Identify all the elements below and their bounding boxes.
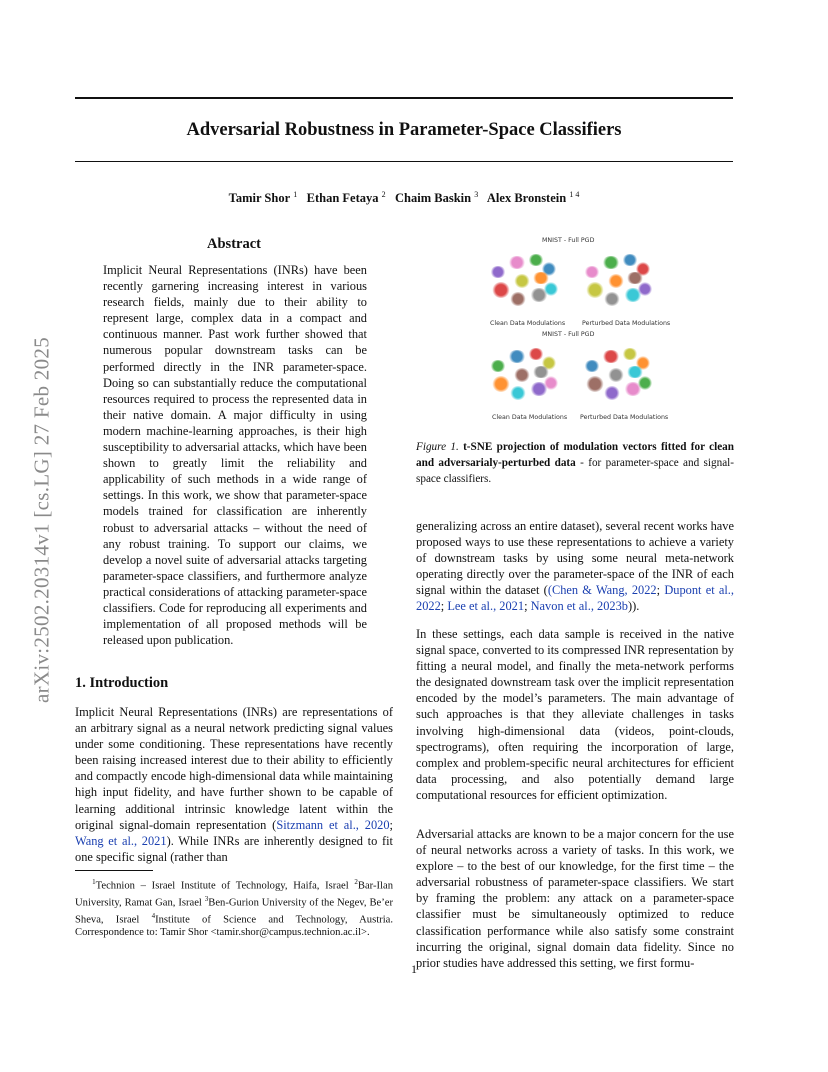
caption-bold: t-SNE projection of modulation vectors fitted for clean and adversarialy-perturbed data xyxy=(416,441,735,469)
figure-sublabel: Perturbed Data Modulations xyxy=(582,320,671,327)
figure-sublabel: Clean Data Modulations xyxy=(490,320,566,327)
citation-separator: ; xyxy=(440,599,448,614)
tsne-cluster xyxy=(528,254,544,266)
tsne-cluster xyxy=(492,282,510,298)
tsne-cluster xyxy=(586,282,604,298)
citation-separator: ; xyxy=(656,583,665,598)
footnote-marker: 3 xyxy=(204,894,209,903)
top-rule-thick xyxy=(75,97,733,99)
tsne-cluster xyxy=(508,350,526,363)
figure-sublabel: Clean Data Modulations xyxy=(492,414,568,421)
right-column-paragraph xyxy=(416,518,734,615)
tsne-cluster xyxy=(510,292,526,306)
author-name: Ethan Fetaya xyxy=(306,191,379,206)
figure-label: Figure 1. xyxy=(416,441,459,453)
footnote-marker: 1 xyxy=(92,878,96,886)
tsne-cluster xyxy=(586,376,604,392)
citation-separator: ; xyxy=(389,817,393,832)
author-list xyxy=(75,190,733,206)
tsne-cluster xyxy=(638,282,652,296)
author-affiliation: 1 xyxy=(293,190,298,199)
abstract-heading: Abstract xyxy=(207,236,261,252)
author-name: Chaim Baskin xyxy=(395,191,472,206)
citation-link[interactable]: (Chen & Wang, 2022 xyxy=(547,583,657,598)
tsne-cluster xyxy=(608,274,624,288)
introduction-paragraph xyxy=(75,704,393,865)
tsne-cluster xyxy=(508,256,526,269)
paragraph-text: )). xyxy=(628,599,640,614)
citation-link[interactable]: Wang et al., 2021 xyxy=(75,833,167,848)
title-rule-bottom xyxy=(75,161,733,162)
page-number: 1 xyxy=(411,962,417,976)
tsne-cluster xyxy=(510,386,526,400)
tsne-cluster xyxy=(490,360,506,372)
author-affiliation: 3 xyxy=(474,190,479,199)
intro-text: ). While INRs are inherently designed to fit one specific signal (rather than xyxy=(75,833,393,864)
tsne-figure xyxy=(470,234,690,426)
footnote-marker: 2 xyxy=(354,878,358,886)
arxiv-stamp: arXiv:2502.20314v1 [cs.LG] 27 Feb 2025 xyxy=(29,336,54,704)
figure-panel-title: MNIST - Full PGD xyxy=(542,237,595,244)
tsne-cluster xyxy=(604,386,620,400)
tsne-cluster xyxy=(490,266,506,278)
author-affiliation: 1 4 xyxy=(569,190,580,199)
footnote-text: Technion – Israel Institute of Technology, Haifa, Israel xyxy=(95,880,355,892)
affiliations-footnote xyxy=(75,876,393,939)
tsne-cluster xyxy=(602,350,620,363)
tsne-cluster xyxy=(514,368,530,382)
tsne-cluster xyxy=(528,348,544,360)
citation-separator: ; xyxy=(524,599,531,614)
right-column-paragraph: In these settings, each data sample is received in the native signal space, converted to its compressed INR representation by fitting a neural model, and finally the meta-network performs the designated downstream task over the implicit representation encoded by the model’s parameters. The main advantage of such approaches is that they alleviate challenges in tasks involving high-dimensional data (videos, point-clouds, spectrograms), often requiring the incorporation of large, complex and problem-specific neural architectures for efficient data processing, and also potentially demand large computational resources for efficient optimization. xyxy=(416,627,734,802)
tsne-cluster xyxy=(584,360,600,372)
figure-sublabel: Perturbed Data Modulations xyxy=(580,414,669,421)
tsne-cluster xyxy=(608,368,624,382)
tsne-cluster xyxy=(604,292,620,306)
footnote-text: Ben-Gurion University of the Negev, Be’er Sheva, Israel xyxy=(75,897,393,926)
figure-caption xyxy=(416,440,734,487)
citation-link[interactable]: Lee et al., 2021 xyxy=(447,599,525,614)
author-name: Alex Bronstein xyxy=(486,191,567,206)
tsne-cluster xyxy=(622,348,638,360)
author-name: Tamir Shor xyxy=(228,191,291,206)
caption-text: - for parameter-space and signal-space classifiers. xyxy=(416,456,735,485)
paragraph-text: generalizing across an entire dataset), several recent works have proposed ways to use these representations to achieve a variety of downstream tasks by using some neural meta-network operating directly over the parameter-space of the INR of each signal within the dataset ( xyxy=(416,519,734,598)
paper-title: Adversarial Robustness in Parameter-Space Classifiers xyxy=(186,120,622,140)
figure-panel-title: MNIST - Full PGD xyxy=(542,331,595,338)
footnote-text: Institute of Science and Technology, Austria. Correspondence to: Tamir Shor <tamir.shor@campus.technion.ac.il>. xyxy=(75,914,393,938)
tsne-cluster xyxy=(544,282,558,296)
tsne-cluster xyxy=(602,256,620,269)
footnote-rule xyxy=(75,870,153,871)
citation-link[interactable]: Dupont et al., 2022 xyxy=(416,583,734,614)
abstract-body: Implicit Neural Representations (INRs) have been recently garnering increasing interest in various research fields, mainly due to their ability to represent large, complex data in a compact and continuous manner. Past work further showed that numerous popular downstream tasks can be performed directly in the INR parameter-space. Doing so can substantially reduce the computational resources required to process the represented data in their native domain. A major difficulty in using modern machine-learning approaches, is their high susceptibility to adversarial attacks, which have been shown to greatly limit the reliability and applicability of such methods in a wide range of settings. In this work, we show that parameter-space models trained for classification are inherently robust to adversarial attacks – without the need of any robust training. To support our claims, we develop a novel suite of adversarial attacks targeting parameter-space classifiers, and furthermore analyze practical considerations of attacking parameter-space classifiers. Code for reproducing all experiments and implementation of all proposed methods will be released upon publication. xyxy=(103,263,367,648)
citation-link[interactable]: Navon et al., 2023b xyxy=(530,599,628,614)
intro-text: Implicit Neural Representations (INRs) are representations of an arbitrary signal as a neural network predicting signal values under some conditioning. These representations have recently been raising increased interest due to their ability to efficiently and compactly encode high-dimensional data while maintaining high input fidelity, and have further shown to be capable of learning additional intrinsic knowledge latent within the original signal-domain representation ( xyxy=(75,705,393,832)
tsne-cluster xyxy=(584,266,600,278)
introduction-heading: 1. Introduction xyxy=(75,675,169,691)
citation-link[interactable]: Sitzmann et al., 2020 xyxy=(276,817,390,832)
tsne-cluster xyxy=(638,376,652,390)
right-column-paragraph: Adversarial attacks are known to be a major concern for the use of neural networks across a variety of tasks. In this work, we explore – to the best of our knowledge, for the first time – the adversarial robustness of parameter-space classifiers. We start by framing the problem: any attack on a parameter-space classifier must be simultaneously optimized to reduce classification performance while also satisfy some constraint incurring the original, signal domain data fidelity. Since no prior studies have addressed this setting, we first formu- xyxy=(416,827,734,970)
tsne-cluster xyxy=(492,376,510,392)
tsne-cluster xyxy=(544,376,558,390)
tsne-cluster xyxy=(514,274,530,288)
tsne-cluster xyxy=(622,254,638,266)
footnote-marker: 4 xyxy=(151,911,156,920)
footnote-text: Bar-Ilan University, Ramat Gan, Israel xyxy=(75,880,393,909)
author-affiliation: 2 xyxy=(381,190,386,199)
